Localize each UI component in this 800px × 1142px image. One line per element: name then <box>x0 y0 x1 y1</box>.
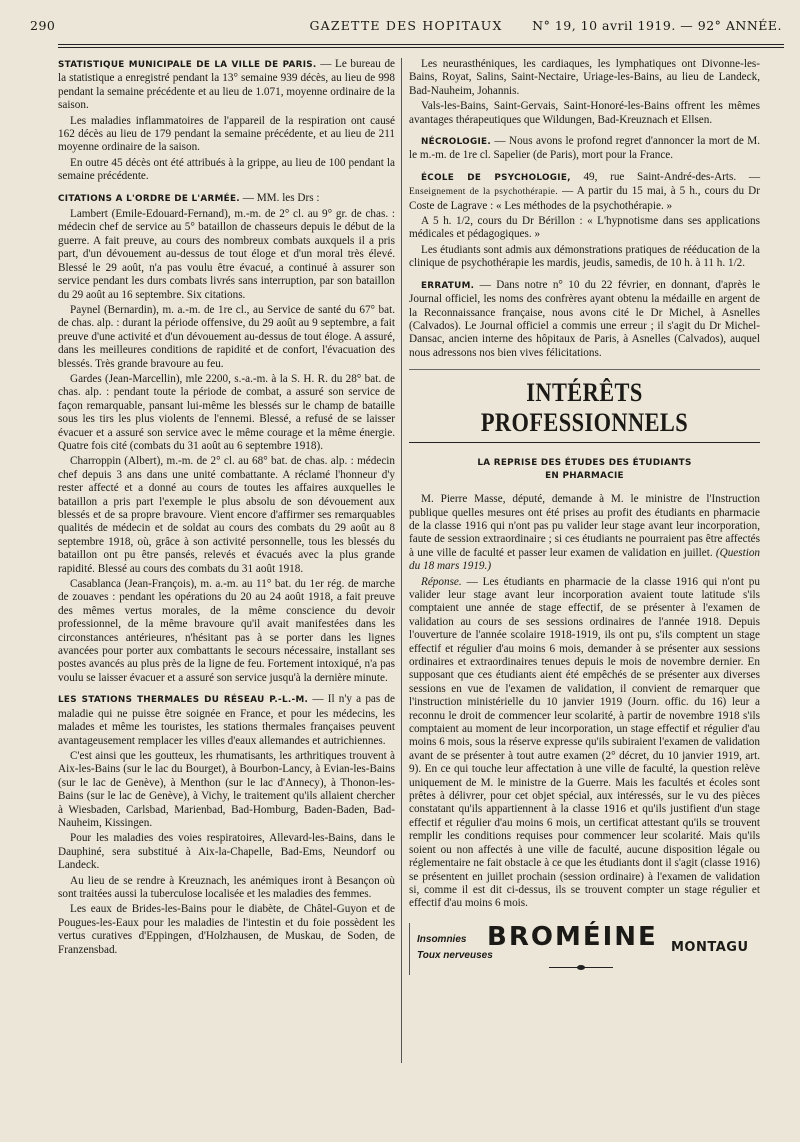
statistique-heading: STATISTIQUE MUNICIPALE DE LA VILLE DE PARIS. <box>58 60 317 70</box>
neuro-p1: Les neurasthéniques, les cardiaques, les lymphatiques ont Divonne-les-Bains, Royat, Salins, Saint-Nectaire, Uriage-les-Bains, au lieu de Landeck, Bad-Nauheim, Johannis. <box>409 58 760 97</box>
reponse-label: Réponse. <box>421 575 462 588</box>
issue-info: N° 19, 10 avril 1919. — 92° ANNÉE. <box>532 18 782 33</box>
enseignement-p2: A 5 h. 1/2, cours du Dr Bérillon : « L'hypnotisme dans ses applications médicales et pédagogiques. » <box>409 215 760 241</box>
ecole-address: 49, rue Saint-André-des-Arts. — <box>583 170 761 183</box>
section-rule <box>409 369 760 370</box>
left-column <box>58 58 395 959</box>
question-text <box>409 493 760 573</box>
erratum-heading: ERRATUM. <box>421 280 475 291</box>
journal-title: GAZETTE DES HOPITAUX <box>309 18 503 33</box>
article-citations: CITATIONS A L'ORDRE DE L'ARMÉE. — MM. les Drs : <box>58 191 320 204</box>
ad-line-toux: Toux nerveuses <box>417 949 493 961</box>
citations-heading: CITATIONS A L'ORDRE DE L'ARMÉE. <box>58 193 240 204</box>
enseignement-p3: Les étudiants sont admis aux démonstrations pratiques de rééducation de la clinique de psychothérapie les mardis, jeudis, samedis, de 10 h. à 11 h. 1/2. <box>409 243 760 270</box>
advertisement <box>409 923 760 975</box>
header-rule-2 <box>58 47 784 48</box>
stations-p1: Il n'y a pas de maladie qui ne puisse être soignée en France, et pour les médecins, les malades et même les touristes, les stations thermales françaises peuvent avantageusement remplacer les villes d'eaux allemandes et autrichiennes. <box>58 693 395 747</box>
ad-ornament <box>549 967 613 968</box>
statistique-p3: En outre 45 décès ont été attribués à la grippe, au lieu de 100 pendant la semaine précédente. <box>58 156 395 183</box>
stations-p5: Les eaux de Brides-les-Bains pour le diabète, de Châtel-Guyon et de Pougues-les-Eaux pour les maladies de l'intestin et du foie possèdent les vertus curatives d'Eppingen, d'Holzhausen, de Muskau, de Soden, de Franzensbad. <box>58 903 395 956</box>
page-number: 290 <box>30 18 56 33</box>
column-divider <box>401 58 402 1063</box>
stations-p2: C'est ainsi que les goutteux, les rhumatisants, les arthritiques trouvent à Aix-les-Bains (sur le lac du Bourget), à Bourbon-Lancy, à Evian-les-Bains (sur le lac de Genève), à Menthon (sur le lac d'Annecy), à Thonon-les-Bains (sur le lac de Genève), à Vichy, le traitement qu'ils allaient chercher à Wiesbaden, Carlsbad, Marienbad, Bad-Homburg, Baden-Baden, Bad-Nauheim, Kissingen. <box>58 749 395 829</box>
enseignement-text: — A partir du 15 mai, à 5 h., cours du Dr Coste de Lagrave : « Les méthodes de la psychothérapie. » <box>409 185 760 212</box>
citation-casablanca: Casablanca (Jean-François), m. a.-m. au 11° bat. du 1er rég. de marche de zouaves : pendant les opérations du 20 au 24 août 1918, a fait preuve des mêmes vertus morales, de la même conscience du devoir professionnel, de la même bravoure qu'il avait manifestées dans les circonstances antérieures, n'hésitant pas à se porter dans les lignes avancées pour porter aux combattants le secours nécessaire, installant ses postes avancés au plus près de la ligne de feu. Fortement intoxiqué, n'a pas voulu se laisser évacuer et a assuré son service jusqu'à la dernière minute. <box>58 578 395 684</box>
ad-brand: BROMÉINE <box>487 921 658 952</box>
stations-p3: Pour les maladies des voies respiratoires, Allevard-les-Bains, dans le Dauphiné, sera substitué à Aix-la-Chapelle, Bad-Ems, Neundorf ou Landeck. <box>58 832 395 872</box>
necrologie-text: — Nous avons le profond regret d'annoncer la mort de M. le m.-m. de 1re cl. Sapelier (de Paris), mort pour la France. <box>409 135 760 162</box>
citation-paynel: Paynel (Bernardin), m. a.-m. de 1re cl., au Service de santé du 67° bat. de chas. alp. : durant la période offensive, du 29 août au 9 septembre, a fait preuve d'une activité et d'un dévouement au-dessus de tout éloge. A assuré, dans les meilleures conditions de rapidité et de confort, l'évacuation des blessés. Très grande bravoure au feu. <box>58 303 395 370</box>
ad-maker: MONTAGU <box>671 939 749 955</box>
subheading-line-1: LA REPRISE DES ÉTUDES DES ÉTUDIANTS <box>477 458 692 469</box>
article-statistique: STATISTIQUE MUNICIPALE DE LA VILLE DE PARIS. — Le bureau de la statistique a enregistré pendant la 13° semaine 939 décès, au lieu de 998 pendant la semaine précédente et au lieu de 1.071, moyenne ordinaire de la saison. <box>58 58 395 112</box>
article-stations: LES STATIONS THERMALES DU RÉSEAU P.-L.-M. — Il n'y a pas de maladie qui ne puisse être soignée en France, et pour les médecins, les malades et même les touristes, les stations thermales françaises peuvent avantageusement remplacer les villes d'eaux allemandes et autrichiennes. <box>58 693 395 747</box>
erratum-text: — Dans notre n° 10 du 22 février, en donnant, d'après le Journal officiel, les noms des confrères ayant obtenu la médaille en argent de la Reconnaissance française, nous avons cité le Dr Michel, à Asnelles (Calvados). Le Journal officiel a commis une erreur ; il s'agit du Dr Michel-Dansac, ancien interne des hôpitaux de Paris, à Asnelles (Calvados), auquel nous adressons nos bien vives félicitations. <box>409 278 760 359</box>
article-ecole <box>409 171 760 213</box>
article-necrologie <box>409 135 760 163</box>
article-subheading <box>409 457 760 483</box>
article-erratum <box>409 279 760 360</box>
citation-charroppin: Charroppin (Albert), m.-m. de 2° cl. au 68° bat. de chas. alp. : médecin chef depuis 3 ans dans une unité combattante. A réclamé l'honneur d'y rester affecté et a donné au cours de toutes les affaires auxquelles le bataillon a pris part l'exemple le plus absolu de son dévouement aux blessés et de sa propre bravoure. Vient encore d'affirmer ses remarquables qualités de médecin et de soldat au cours des combats du 29 août au 8 septembre 1918, où, grâce à son activité personnelle, tous les blessés du bataillon ont pu être pansés, relevés et évacués avec la plus grande rapidité. Blessé au cours des combats du 31 août 1918. <box>58 455 395 575</box>
statistique-p2: Les maladies inflammatoires de l'appareil de la respiration ont causé 162 décès au lieu de 179 pendant la semaine précédente, et au lieu de 211 moyenne ordinaire de la saison. <box>58 114 395 154</box>
reponse-body: — Les étudiants en pharmacie de la classe 1916 qui n'ont pu valider leur stage avant leur incorporation avaient toute latitude s'ils comptaient une année de stage effectif, de se présenter à l'examen de validation au cours de ses sessions ordinaires de l'année 1918. Depuis l'ouverture de l'année scolaire 1918-1919, ils ont pu, s'ils comptent un stage effectif et régulier d'au moins 6 mois, demander à se présenter aux sessions ordinaires et extraordinaires tenues depuis le mois de novembre dernier. En supposant que ces étudiants aient été empêchés de se présenter aux diverses sessions en vue de l'examen de validation, il convient de remarquer que l'instruction ministérielle du 10 janvier 1919 (Journ. offic. du 16) leur a reconnu le droit de commencer leur scolarité, à partir de novembre 1918 s'ils comptaient au moment de leur incorporation, un stage effectif et régulier d'au moins 6 mois, sous la réserve expresse qu'ils subiraient l'examen de validation avant de se présenter à tout autre examen (2° décret, du 10 janvier 1919, art. 9). En ce qui touche leur affectation à une ville de faculté, la question relève uniquement de M. le ministre de la Guerre. Mais les facultés et écoles sont prêtes à délivrer, pour cet objet spécial, aux intéressés, sur le vu des pièces constatant qu'ils appartiennent à la classe 1916 et qu'ils justifient d'un stage effectif et régulier d'au moins 6 mois, un certificat attestant qu'ils se trouvent remplir les conditions requises pour commencer leur scolarité. Mais qu'ils soient ou non affectés à une ville de faculté, aucune disposition légale ou réglementaire ne fait obstacle à ce que les étudiants dont il s'agit (classe 1916) se présentent en juillet prochain (session ordinaire) à l'examen de validation si, comme il est dit ci-dessus, ils se trouvent compter un stage régulier et effectif d'au moins 6 mois. <box>409 575 760 910</box>
section-title: INTÉRÊTS PROFESSIONNELS <box>480 378 689 438</box>
citation-lambert: Lambert (Emile-Edouard-Fernand), m.-m. de 2° cl. au 9° gr. de chas. : médecin chef de service au 5° bataillon de chasseurs depuis le début de la guerre. A fait preuve, au cours des nombreux combats auxquels il a pris part, d'un dévouement au-dessus de tout éloge et d'un moral très élevé. Blessé le 29 août, n'a pas voulu être évacué, a continué à assurer son service pendant les durs combats livrés sans interruption, par son bataillon du 29 août au 16 septembre. Six citations. <box>58 208 395 301</box>
page-header <box>30 18 782 40</box>
question-body: M. Pierre Masse, député, demande à M. le ministre de l'Instruction publique quelles mesures ont été prises au profit des étudiants en pharmacie de la classe 1916 qui n'ont pas pu valider leur stage avant leur incorporation, faute de session extraordinaire ; si ces étudiants ne pourraient pas être affectés à une ville de faculté et passer leur examen de validation en juillet. <box>409 493 760 559</box>
neuro-p2: Vals-les-Bains, Saint-Gervais, Saint-Honoré-les-Bains offrent les mêmes avantages thérapeutiques que Wildungen, Bad-Kreuznach et Ellsen. <box>409 100 760 126</box>
right-column <box>409 58 760 975</box>
citations-intro: MM. les Drs : <box>256 191 320 204</box>
stations-p4: Au lieu de se rendre à Kreuznach, les anémiques iront à Besançon où sont traitées aussi la tuberculose localisée et les maladies des femmes. <box>58 874 395 900</box>
subheading-line-2: EN PHARMACIE <box>545 471 624 482</box>
citation-gardes: Gardes (Jean-Marcellin), mle 2200, s.-a.-m. à la S. H. R. du 28° bat. de chas. alp. : pendant toute la période de combat, a assuré son service de façon remarquable, pansant lui-même les blessés sur le champ de bataille sous les tirs les plus violents de l'ennemi. Blessé, a refusé de se laisser évacuer et a assuré son service avec le même courage et la même énergie. Quatre fois cité (combats du 31 août au 6 septembre 1918). <box>58 372 395 452</box>
stations-heading: LES STATIONS THERMALES DU RÉSEAU P.-L.-M. <box>58 695 309 706</box>
question-reference: (Question du 18 mars 1919.) <box>409 546 761 573</box>
header-rule <box>58 44 784 45</box>
ecole-heading: ÉCOLE DE PSYCHOLOGIE, <box>421 172 571 183</box>
ad-line-insomnies: Insomnies <box>417 933 467 945</box>
ad-border <box>409 923 410 975</box>
section-title-rule <box>409 442 760 443</box>
statistique-p1: Le bureau de la statistique a enregistré pendant la 13° semaine 939 décès, au lieu de 998 pendant la semaine précédente et au lieu de 1.071, moyenne ordinaire de la saison. <box>58 58 395 112</box>
necrologie-heading: NÉCROLOGIE. <box>421 137 491 148</box>
enseignement-heading: Enseignement de la psychothérapie. <box>409 187 558 198</box>
reponse-text <box>409 576 760 911</box>
